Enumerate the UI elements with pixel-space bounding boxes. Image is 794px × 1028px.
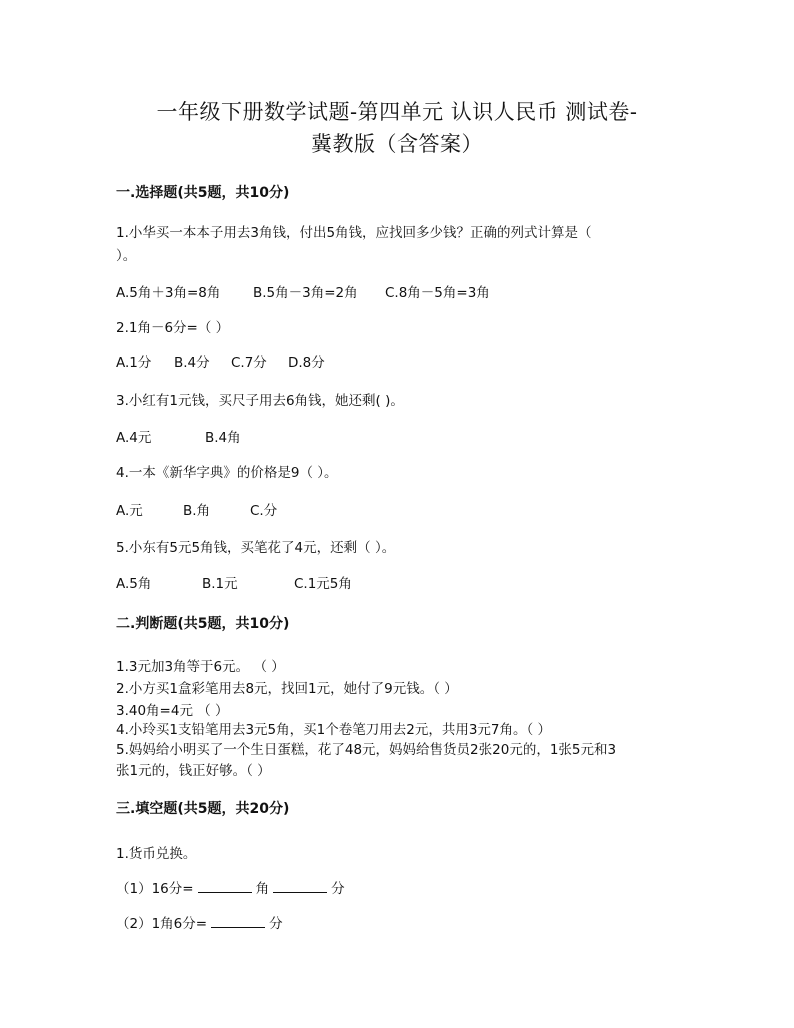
section-heading-fill-blank: 三.填空题(共5题，共20分) (116, 801, 290, 817)
page-title-line-2: 冀教版（含答案） (311, 132, 483, 156)
sub-1-suffix: 分 (331, 881, 345, 897)
question-4-option-b: B.角 (183, 503, 211, 519)
question-1-option-a: A.5角＋3角=8角 (116, 285, 221, 301)
section-heading-judgement: 二.判断题(共5题，共10分) (116, 616, 290, 632)
answer-blank-1[interactable] (198, 880, 252, 893)
answer-blank-2[interactable] (273, 880, 327, 893)
question-5-option-b: B.1元 (202, 576, 238, 592)
sub-2-prefix: （2）1角6分= (116, 916, 208, 932)
fill-question-1-text: 1.货币兑换。 (116, 846, 197, 862)
judgement-item-4: 4.小玲买1支铅笔用去3元5角，买1个卷笔刀用去2元，共用3元7角。（ ） (116, 722, 552, 738)
question-1-text: 1.小华买一本本子用去3角钱，付出5角钱，应找回多少钱？正确的列式计算是（ (116, 225, 592, 241)
sub-1-mid: 角 (255, 881, 270, 897)
question-4-text: 4.一本《新华字典》的价格是9（ ）。 (116, 465, 338, 481)
fill-question-1-sub-2 (116, 912, 283, 932)
question-2-text: 2.1角－6分=（ ） (116, 320, 230, 336)
question-1-option-c: C.8角－5角=3角 (385, 285, 490, 301)
question-2-option-b: B.4分 (174, 355, 210, 371)
page-title-line-1: 一年级下册数学试题-第四单元 认识人民币 测试卷- (156, 100, 638, 124)
section-heading-choice: 一.选择题(共5题，共10分) (116, 185, 290, 201)
question-5-option-c: C.1元5角 (294, 576, 352, 592)
question-4-option-a: A.元 (116, 503, 143, 519)
question-2-option-c: C.7分 (231, 355, 267, 371)
sub-2-suffix: 分 (269, 916, 283, 932)
fill-question-1-sub-1 (116, 877, 345, 897)
judgement-item-2: 2.小方买1盒彩笔用去8元，找回1元，她付了9元钱。（ ） (116, 681, 458, 697)
judgement-item-5: 5.妈妈给小明买了一个生日蛋糕，花了48元，妈妈给售货员2张20元的，1张5元和3 (116, 742, 617, 758)
judgement-item-5-cont: 张1元的，钱正好够。（ ） (116, 763, 271, 779)
judgement-item-1: 1.3元加3角等于6元。 （ ） (116, 659, 285, 675)
question-3-option-a: A.4元 (116, 430, 152, 446)
question-3-option-b: B.4角 (205, 430, 241, 446)
answer-blank-3[interactable] (211, 915, 265, 928)
judgement-item-3: 3.40角=4元 （ ） (116, 703, 229, 719)
question-1-option-b: B.5角－3角=2角 (253, 285, 358, 301)
question-4-option-c: C.分 (250, 503, 278, 519)
question-3-text: 3.小红有1元钱，买尺子用去6角钱，她还剩( )。 (116, 393, 404, 409)
question-5-text: 5.小东有5元5角钱，买笔花了4元，还剩（ ）。 (116, 540, 396, 556)
question-2-option-a: A.1分 (116, 355, 152, 371)
question-2-option-d: D.8分 (288, 355, 325, 371)
sub-1-prefix: （1）16分= (116, 881, 194, 897)
question-1-text-cont: ）。 (116, 248, 137, 264)
question-5-option-a: A.5角 (116, 576, 152, 592)
